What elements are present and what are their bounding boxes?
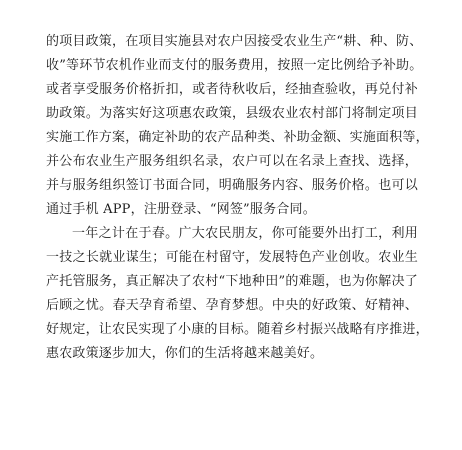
text-line: 一技之长就业谋生；可能在村留守，发展特色产业创收。农业生 [46,250,418,265]
text-line: 产托管服务，真正解决了农村“下地种田”的难题，也为你解决了 [46,274,418,289]
text-line: 助政策。为落实好这项惠农政策，县级农业农村部门将制定项目 [46,106,418,121]
body-text [46,30,429,366]
text-line: 的项目政策，在项目实施县对农户因接受农业生产“耕、种、防、 [46,34,423,49]
text-line: 好规定，让农民实现了小康的目标。随着乡村振兴战略有序推进， [46,322,429,337]
text-line: 惠农政策逐步加大，你们的生活将越来越美好。 [46,346,324,361]
text-line: 通过手机 APP，注册登录、“网签”服务合同。 [46,202,316,217]
text-line: 实施工作方案，确定补助的农产品种类、补助金额、实施面积等， [46,130,429,145]
text-line: 后顾之忧。春天孕育希望、孕育梦想。中央的好政策、好精神、 [46,298,418,313]
text-line: 或者享受服务价格折扣，或者待秋收后，经抽查验收，再兑付补 [46,82,418,97]
paragraph-1 [46,30,429,222]
text-line: 收”等环节农机作业而支付的服务费用，按照一定比例给予补助。 [46,58,423,73]
paragraph-2 [46,222,429,366]
text-line: 并与服务组织签订书面合同，明确服务内容、服务价格。也可以 [46,178,418,193]
text-line: 一年之计在于春。广大农民朋友，你可能要外出打工，利用 [72,226,418,241]
text-line: 并公布农业生产服务组织名录，农户可以在名录上查找、选择， [46,154,418,169]
